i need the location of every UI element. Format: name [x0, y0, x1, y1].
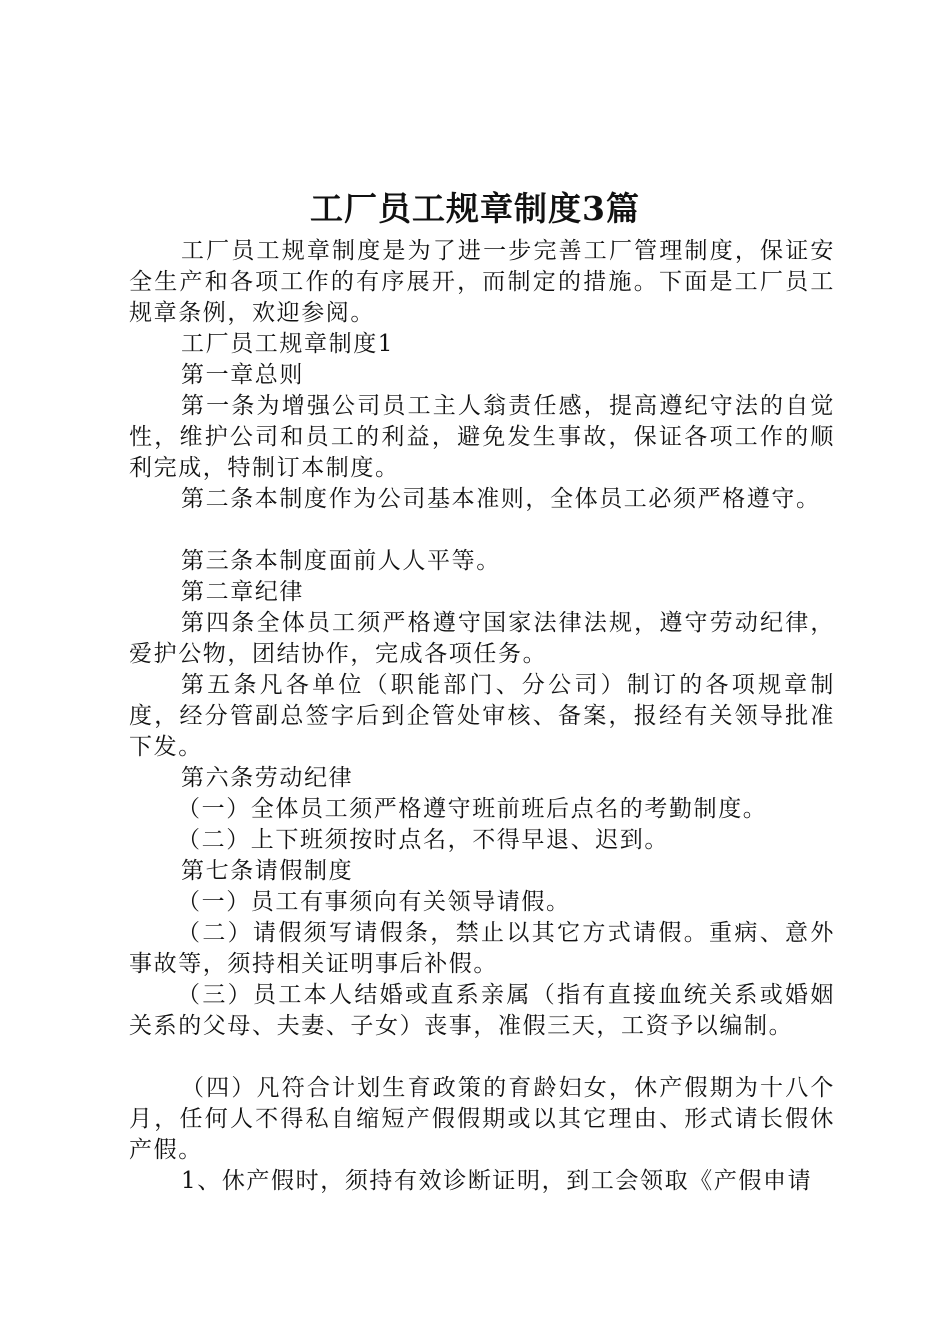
- article-paragraph: 第二条本制度作为公司基本准则，全体员工必须严格遵守。: [181, 486, 821, 512]
- article-paragraph: 第三条本制度面前人人平等。: [181, 548, 501, 574]
- article-heading: 第七条请假制度: [181, 858, 354, 884]
- chapter-heading: 第一章总则: [181, 362, 304, 388]
- article-heading: 第六条劳动纪律: [181, 765, 354, 791]
- blank-line: [129, 515, 835, 546]
- article-paragraph: 第四条全体员工须严格遵守国家法律法规，遵守劳动纪律，爱护公物，团结协作，完成各项任务。: [129, 610, 835, 667]
- chapter-heading: 第二章纪律: [181, 579, 304, 605]
- intro-paragraph: 工厂员工规章制度是为了进一步完善工厂管理制度，保证安全生产和各项工作的有序展开，而制定的措施。下面是工厂员工规章条例，欢迎参阅。: [129, 238, 835, 326]
- list-item: （四）凡符合计划生育政策的育龄妇女，休产假期为十八个月，任何人不得私自缩短产假假期或以其它理由、形式请长假休产假。: [129, 1075, 835, 1163]
- list-item: 1、休产假时，须持有效诊断证明，到工会领取《产假申请: [181, 1168, 813, 1194]
- list-item: （二）上下班须按时点名，不得早退、迟到。: [177, 827, 669, 853]
- list-item: （一）员工有事须向有关领导请假。: [177, 889, 571, 915]
- blank-line: [129, 1042, 835, 1073]
- list-item: （二）请假须写请假条，禁止以其它方式请假。重病、意外事故等，须持相关证明事后补假。: [129, 920, 835, 977]
- document-body: [129, 236, 835, 1197]
- article-paragraph: 第一条为增强公司员工主人翁责任感，提高遵纪守法的自觉性，维护公司和员工的利益，避免发生事故，保证各项工作的顺利完成，特制订本制度。: [129, 393, 835, 481]
- list-item: （一）全体员工须严格遵守班前班后点名的考勤制度。: [177, 796, 768, 822]
- section-heading: 工厂员工规章制度1: [181, 331, 395, 357]
- article-paragraph: 第五条凡各单位（职能部门、分公司）制订的各项规章制度，经分管副总签字后到企管处审核、备案，报经有关领导批准下发。: [129, 672, 835, 760]
- list-item: （三）员工本人结婚或直系亲属（指有直接血统关系或婚姻关系的父母、夫妻、子女）丧事，准假三天，工资予以编制。: [129, 982, 835, 1039]
- document-title: 工厂员工规章制度3篇: [310, 189, 640, 228]
